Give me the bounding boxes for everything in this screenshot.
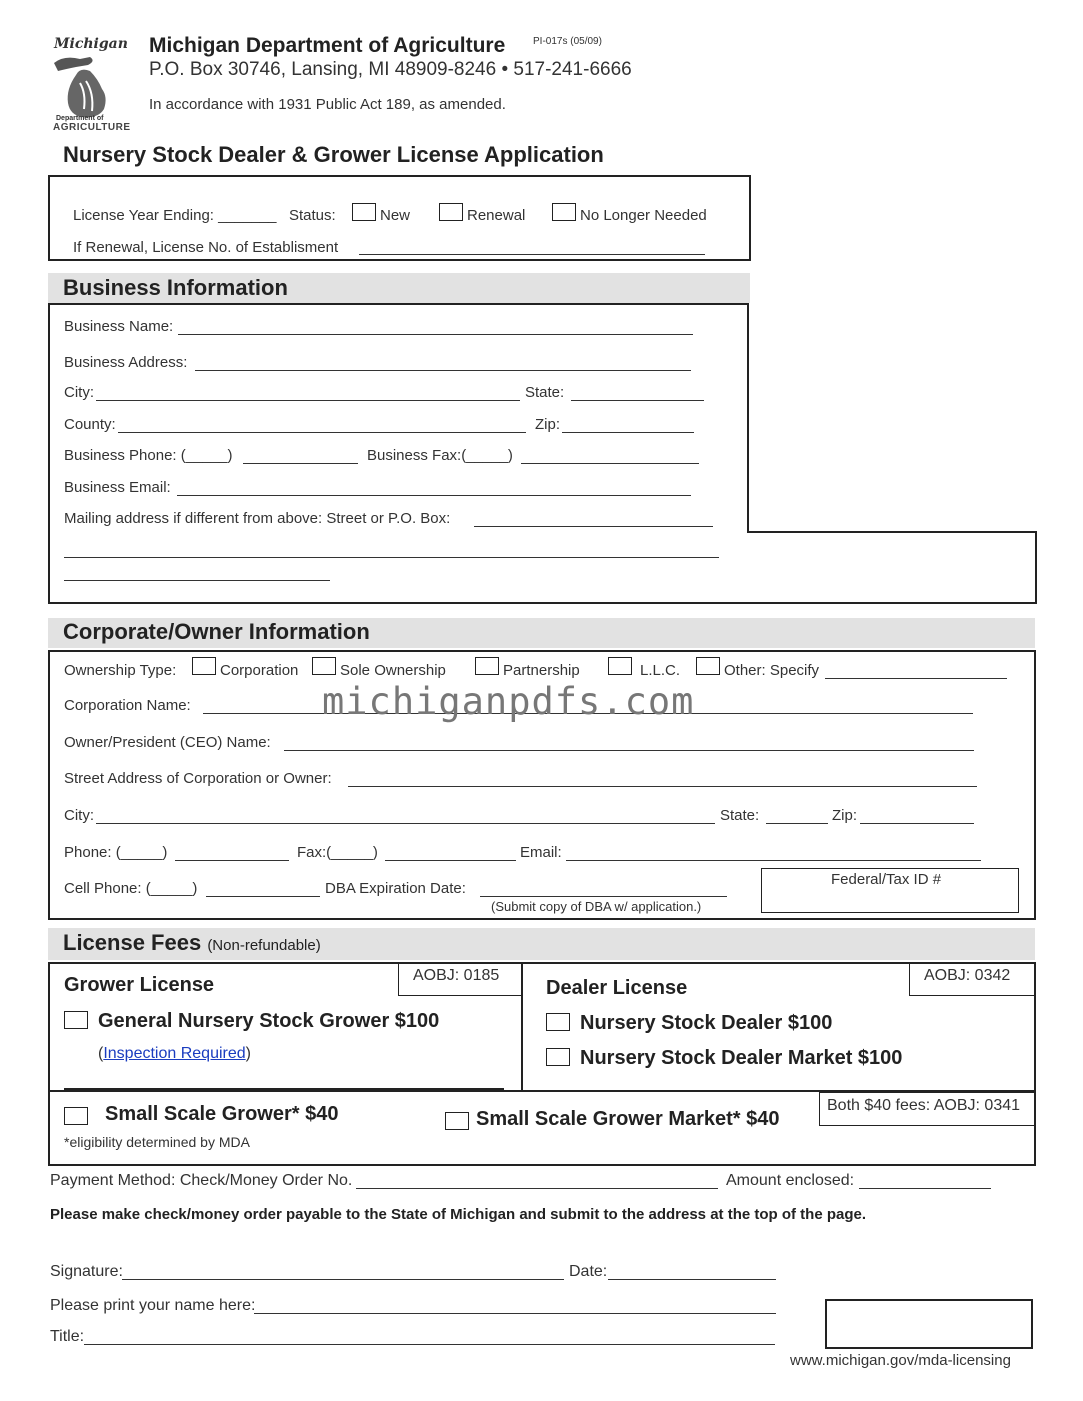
dba-note: (Submit copy of DBA w/ application.) [491, 899, 702, 914]
business-county-label: County: [64, 416, 116, 433]
both-aobj: Both $40 fees: AOBJ: 0341 [827, 1097, 1021, 1114]
business-fax-field[interactable] [521, 449, 699, 464]
cell-phone-label: Cell Phone: (_____) [64, 880, 198, 897]
inspection-paren-open: ( [98, 1045, 104, 1062]
payment-method-field[interactable] [356, 1174, 718, 1189]
status-renewal-label: Renewal [467, 207, 526, 224]
dealer-stock-checkbox[interactable] [546, 1013, 570, 1031]
corp-email-label: Email: [520, 844, 562, 861]
business-email-label: Business Email: [64, 479, 171, 496]
public-act-note: In accordance with 1931 Public Act 189, as amended. [149, 96, 506, 113]
small-grower-checkbox[interactable] [64, 1107, 88, 1125]
ownership-llc-label: L.L.C. [640, 662, 681, 679]
payment-method-label: Payment Method: Check/Money Order No. [50, 1172, 353, 1189]
dealer-stock-label: Nursery Stock Dealer $100 [580, 1012, 833, 1034]
org-address: P.O. Box 30746, Lansing, MI 48909-8246 • 517-241-6666 [149, 59, 632, 80]
cell-phone-field[interactable] [206, 882, 320, 897]
form-title: Nursery Stock Dealer & Grower License Application [63, 142, 604, 167]
ownership-other-field[interactable] [825, 664, 1007, 679]
org-name: Michigan Department of Agriculture [149, 34, 506, 57]
tax-id-label: Federal/Tax ID # [831, 871, 942, 888]
title-label: Title: [50, 1328, 85, 1345]
business-phone-label: Business Phone: (_____) [64, 447, 233, 464]
grower-license-title: Grower License [64, 974, 215, 996]
mda-logo [50, 36, 131, 136]
renewal-license-field[interactable] [359, 240, 705, 255]
corp-street-field[interactable] [348, 772, 977, 787]
general-grower-checkbox[interactable] [64, 1011, 88, 1029]
inspection-required [98, 1045, 251, 1063]
amount-enclosed-field[interactable] [859, 1174, 991, 1189]
business-state-field[interactable] [571, 386, 704, 401]
inspection-paren-close: ) [245, 1045, 251, 1062]
ownership-partnership-label: Partnership [503, 662, 580, 679]
dba-expiration-field[interactable] [480, 882, 727, 897]
status-new-checkbox[interactable] [352, 203, 376, 221]
ownership-other-label: Other: Specify [724, 662, 820, 679]
footer-url: www.michigan.gov/mda-licensing [790, 1352, 1011, 1369]
status-no-longer-checkbox[interactable] [552, 203, 576, 221]
ownership-corporation-label: Corporation [220, 662, 299, 679]
corp-phone-field[interactable] [175, 846, 289, 861]
corp-zip-label: Zip: [832, 807, 858, 824]
business-info-border [0, 300, 1083, 640]
business-zip-label: Zip: [535, 416, 561, 433]
ownership-type-label: Ownership Type: [64, 662, 177, 679]
corp-city-label: City: [64, 807, 94, 824]
amount-enclosed-label: Amount enclosed: [726, 1172, 855, 1189]
logo-agriculture-text: AGRICULTURE [53, 122, 131, 133]
small-grower-label: Small Scale Grower* $40 [105, 1103, 339, 1125]
corp-city-field[interactable] [96, 809, 715, 824]
corporate-info-heading: Corporate/Owner Information [48, 618, 1035, 648]
ownership-llc-checkbox[interactable] [608, 657, 632, 675]
dealer-market-checkbox[interactable] [546, 1048, 570, 1066]
corp-fax-label: Fax:(_____) [297, 844, 378, 861]
eligibility-note: *eligibility determined by MDA [64, 1134, 250, 1150]
license-year-label: License Year Ending: _______ [73, 207, 277, 224]
business-info-heading: Business Information [48, 273, 750, 303]
status-no-longer-label: No Longer Needed [580, 207, 707, 224]
corp-email-field[interactable] [566, 846, 981, 861]
status-label: Status: [289, 207, 336, 224]
small-market-checkbox[interactable] [445, 1112, 469, 1130]
business-name-field[interactable] [178, 320, 693, 335]
michigan-map-icon [50, 53, 126, 121]
business-state-label: State: [525, 384, 565, 401]
business-email-field[interactable] [177, 481, 691, 496]
logo-dept-text: Department of [56, 115, 104, 122]
dealer-aobj: AOBJ: 0342 [924, 967, 1011, 984]
corporation-name-label: Corporation Name: [64, 697, 191, 714]
inspection-required-link[interactable]: Inspection Required [103, 1045, 246, 1062]
mailing-address-line2[interactable] [64, 543, 719, 558]
business-county-field[interactable] [118, 418, 526, 433]
business-zip-field[interactable] [562, 418, 694, 433]
signature-field[interactable] [122, 1265, 564, 1280]
corp-zip-field[interactable] [860, 809, 974, 824]
watermark: michiganpdfs.com [322, 680, 695, 723]
ownership-sole-label: Sole Ownership [340, 662, 446, 679]
corp-state-field[interactable] [766, 809, 828, 824]
print-name-field[interactable] [254, 1299, 776, 1314]
status-renewal-checkbox[interactable] [439, 203, 463, 221]
corp-state-label: State: [720, 807, 760, 824]
ownership-corporation-checkbox[interactable] [192, 657, 216, 675]
business-address-label: Business Address: [64, 354, 188, 371]
ownership-partnership-checkbox[interactable] [475, 657, 499, 675]
business-address-field[interactable] [195, 356, 691, 371]
dba-expiration-label: DBA Expiration Date: [325, 880, 466, 897]
corp-phone-label: Phone: (_____) [64, 844, 168, 861]
dealer-license-title: Dealer License [546, 977, 688, 999]
title-field[interactable] [84, 1330, 775, 1345]
renewal-license-label: If Renewal, License No. of Establisment [73, 239, 339, 256]
signature-label: Signature: [50, 1263, 123, 1280]
business-name-label: Business Name: [64, 318, 174, 335]
logo-script-text: Michigan [54, 36, 128, 52]
status-new-label: New [380, 207, 411, 224]
license-fees-note: (Non-refundable) [207, 937, 321, 954]
date-field[interactable] [608, 1265, 776, 1280]
payment-instructions: Please make check/money order payable to the State of Michigan and submit to the address at the top of the page. [50, 1206, 867, 1223]
print-name-label: Please print your name here: [50, 1297, 256, 1314]
corp-fax-field[interactable] [385, 846, 516, 861]
business-phone-field[interactable] [243, 449, 358, 464]
ownership-sole-checkbox[interactable] [312, 657, 336, 675]
business-city-field[interactable] [96, 386, 520, 401]
mailing-address-field[interactable] [474, 512, 713, 527]
license-fees-heading [48, 928, 1035, 960]
business-city-label: City: [64, 384, 94, 401]
office-use-box [825, 1299, 1033, 1349]
grower-aobj: AOBJ: 0185 [413, 967, 500, 984]
owner-name-field[interactable] [284, 736, 974, 751]
date-label: Date: [569, 1263, 608, 1280]
business-fax-label: Business Fax:(_____) [367, 447, 513, 464]
mailing-address-line3[interactable] [64, 566, 330, 581]
fees-divider-left-gap [64, 1088, 504, 1090]
license-fees-title: License Fees [63, 930, 202, 955]
corp-street-label: Street Address of Corporation or Owner: [64, 770, 332, 787]
general-grower-label: General Nursery Stock Grower $100 [98, 1010, 440, 1032]
small-market-label: Small Scale Grower Market* $40 [476, 1108, 780, 1130]
owner-name-label: Owner/President (CEO) Name: [64, 734, 271, 751]
ownership-other-checkbox[interactable] [696, 657, 720, 675]
mailing-address-label: Mailing address if different from above: Street or P.O. Box: [64, 510, 451, 527]
dealer-market-label: Nursery Stock Dealer Market $100 [580, 1047, 903, 1069]
form-code: PI-017s (05/09) [533, 36, 602, 47]
